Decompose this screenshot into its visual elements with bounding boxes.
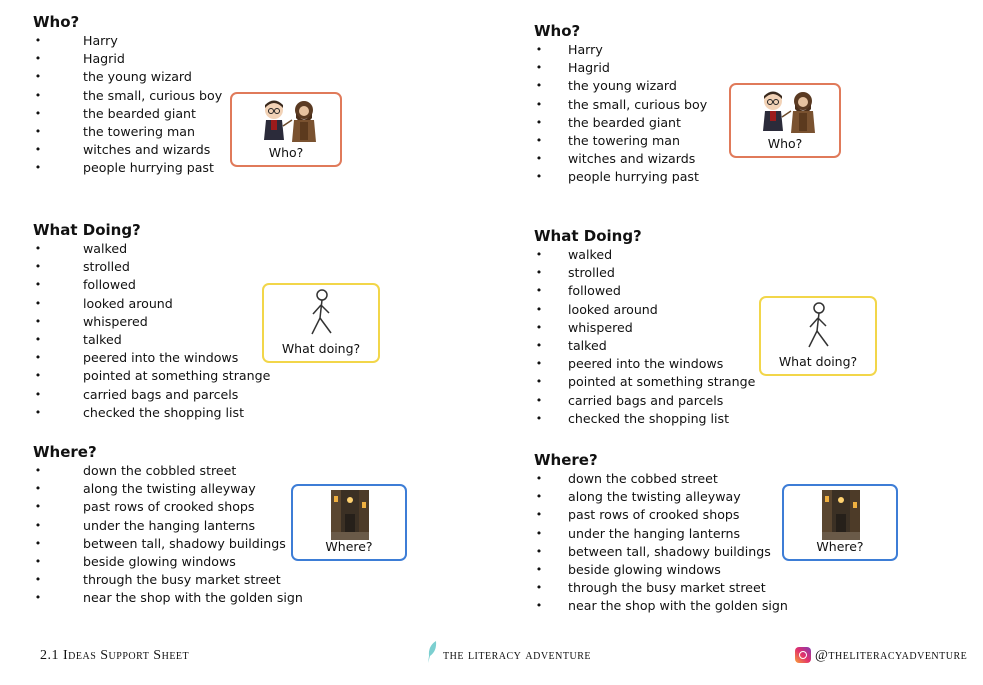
right-doing-card	[759, 296, 877, 376]
right-where-list	[534, 470, 788, 616]
list-item: • followed	[34, 277, 136, 293]
list-item: • along the twisting alleyway	[34, 481, 256, 497]
right-who-card-caption: Who?	[767, 136, 803, 151]
left-doing-section	[33, 220, 270, 422]
list-item: • walked	[535, 247, 613, 262]
list-item: • through the busy market street	[34, 572, 281, 588]
list-item: • through the busy market street	[535, 580, 766, 596]
list-item: • Hagrid	[535, 60, 610, 76]
list-item: • strolled	[34, 259, 130, 275]
right-doing-card-caption: What doing?	[778, 354, 858, 369]
list-item: • witches and wizards	[34, 142, 211, 158]
footer-instagram-handle: @theliteracyadventure	[815, 648, 968, 663]
right-who-section	[534, 21, 707, 187]
stick-figure-icon	[307, 288, 337, 340]
left-who-section	[33, 12, 222, 178]
right-doing-heading: What Doing?	[534, 227, 642, 245]
left-who-heading: Who?	[33, 13, 80, 31]
list-item: • talked	[34, 331, 122, 347]
harry-hagrid-icon	[751, 89, 821, 135]
left-doing-card	[262, 283, 380, 363]
right-where-card	[782, 484, 898, 561]
list-item: • beside glowing windows	[34, 553, 236, 569]
list-item: • beside glowing windows	[535, 561, 721, 577]
left-doing-list	[33, 240, 270, 422]
list-item: • past rows of crooked shops	[34, 499, 255, 515]
list-item: • near the shop with the golden sign	[535, 598, 788, 614]
list-item: • looked around	[535, 301, 658, 317]
list-item: • talked	[535, 337, 607, 353]
list-item: • witches and wizards	[535, 151, 696, 167]
instagram-icon	[795, 647, 811, 663]
right-who-heading: Who?	[534, 22, 581, 40]
right-doing-section	[534, 226, 755, 428]
list-item: • peered into the windows	[535, 356, 724, 372]
footer-brand: the literacy adventure	[443, 648, 591, 663]
left-doing-card-caption: What doing?	[281, 341, 361, 356]
list-item: • between tall, shadowy buildings	[34, 535, 286, 551]
list-item: • Harry	[34, 33, 118, 48]
list-item: • the towering man	[535, 132, 680, 148]
list-item: • between tall, shadowy buildings	[535, 543, 771, 559]
right-where-heading: Where?	[534, 451, 598, 469]
list-item: • the towering man	[34, 123, 195, 139]
right-doing-list	[534, 246, 755, 428]
left-doing-heading: What Doing?	[33, 221, 141, 239]
list-item: • looked around	[34, 295, 173, 311]
list-item: • peered into the windows	[34, 350, 239, 366]
list-item: • people hurrying past	[34, 160, 214, 176]
list-item: • carried bags and parcels	[34, 386, 239, 402]
list-item: • along the twisting alleyway	[535, 489, 741, 505]
list-item: • under the hanging lanterns	[34, 517, 256, 533]
list-item: • the young wizard	[535, 78, 677, 94]
list-item: • under the hanging lanterns	[535, 525, 741, 541]
list-item: • the bearded giant	[535, 114, 681, 130]
harry-hagrid-icon	[252, 98, 322, 144]
list-item: • the small, curious boy	[535, 96, 708, 112]
left-where-list	[33, 462, 303, 608]
right-where-section	[534, 450, 788, 616]
left-who-card	[230, 92, 342, 167]
feather-icon	[426, 640, 438, 668]
list-item: • Hagrid	[34, 51, 125, 67]
list-item: • carried bags and parcels	[535, 392, 724, 408]
list-item: • whispered	[34, 313, 148, 329]
left-where-heading: Where?	[33, 443, 97, 461]
list-item: • pointed at something strange	[34, 368, 271, 384]
left-who-list	[33, 32, 222, 178]
list-item: • the bearded giant	[34, 105, 196, 121]
list-item: • near the shop with the golden sign	[34, 590, 303, 606]
list-item: • followed	[535, 283, 621, 299]
footer-sheet-title: 2.1 Ideas Support Sheet	[40, 648, 190, 663]
list-item: • walked	[34, 241, 128, 256]
right-where-card-caption: Where?	[816, 539, 864, 554]
list-item: • down the cobbed street	[535, 471, 718, 486]
right-who-list	[534, 41, 707, 187]
left-who-card-caption: Who?	[268, 145, 304, 160]
street-scene-icon	[822, 490, 860, 540]
left-where-card-caption: Where?	[325, 539, 373, 554]
list-item: • Harry	[535, 42, 603, 57]
list-item: • down the cobbled street	[34, 463, 237, 478]
list-item: • checked the shopping list	[34, 404, 245, 420]
right-who-card	[729, 83, 841, 158]
list-item: • past rows of crooked shops	[535, 507, 740, 523]
stick-figure-icon	[804, 301, 834, 353]
list-item: • checked the shopping list	[535, 410, 730, 426]
left-where-section	[33, 442, 303, 608]
list-item: • the young wizard	[34, 69, 192, 85]
list-item: • the small, curious boy	[34, 87, 223, 103]
left-where-card	[291, 484, 407, 561]
list-item: • pointed at something strange	[535, 374, 756, 390]
street-scene-icon	[331, 490, 369, 540]
list-item: • whispered	[535, 319, 633, 335]
list-item: • people hurrying past	[535, 169, 699, 185]
list-item: • strolled	[535, 265, 615, 281]
